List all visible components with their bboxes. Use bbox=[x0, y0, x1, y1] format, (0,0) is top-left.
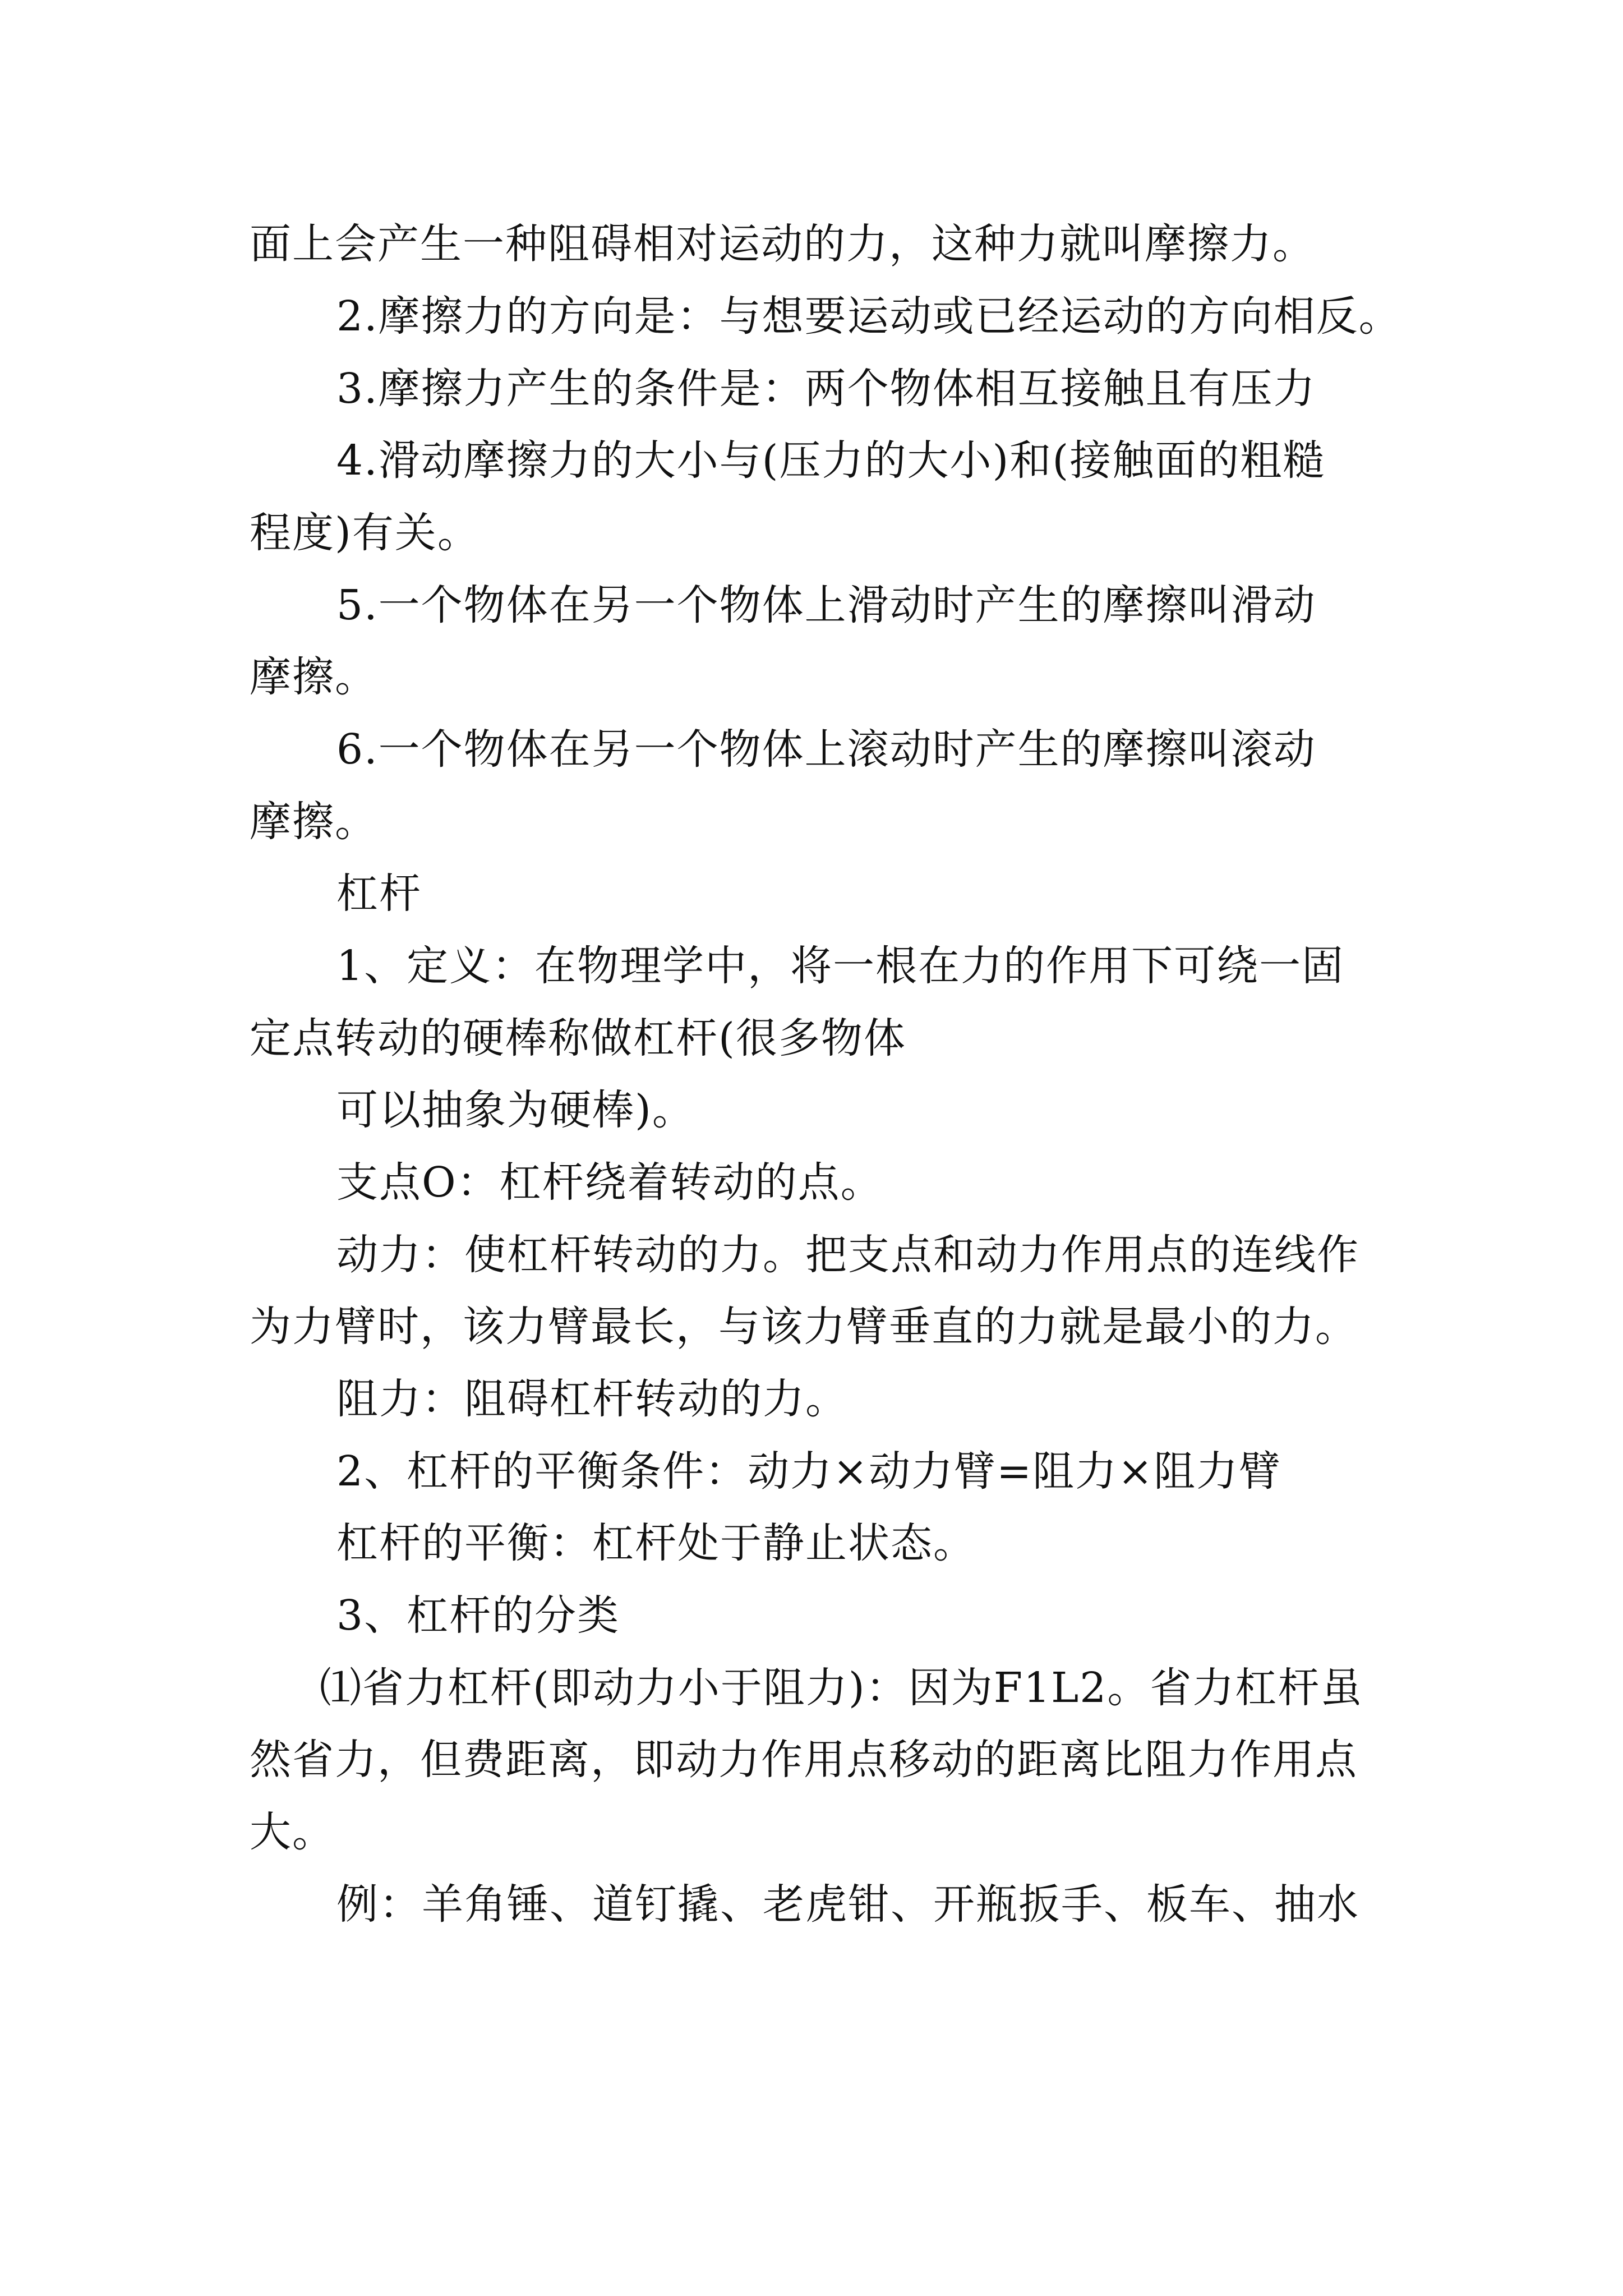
text-line: 3.摩擦力产生的条件是：两个物体相互接触且有压力 bbox=[336, 365, 1316, 413]
text-line: 2、杠杆的平衡条件：动力×动力臂=阻力×阻力臂 bbox=[336, 1447, 1282, 1496]
text-line: 面上会产生一种阻碍相对运动的力，这种力就叫摩擦力。 bbox=[250, 220, 1315, 268]
text-line: 支点O：杠杆绕着转动的点。 bbox=[336, 1158, 883, 1207]
text-line: 定点转动的硬棒称做杠杆(很多物体 bbox=[250, 1014, 906, 1062]
text-line: 1、定义：在物理学中，将一根在力的作用下可绕一固 bbox=[336, 942, 1345, 990]
text-line: 例：羊角锤、道钉撬、老虎钳、开瓶扳手、板车、抽水 bbox=[336, 1880, 1359, 1929]
text-line: 4.滑动摩擦力的大小与(压力的大小)和(接触面的粗糙 bbox=[336, 436, 1326, 485]
text-line: ⑴省力杠杆(即动力小于阻力)：因为F1L2。省力杠杆虽 bbox=[320, 1664, 1363, 1712]
text-line: 阻力：阻碍杠杆转动的力。 bbox=[336, 1375, 848, 1423]
text-line: 杠杆的平衡：杠杆处于静止状态。 bbox=[336, 1519, 976, 1567]
section-heading: 杠杆 bbox=[336, 869, 422, 918]
text-line: 大。 bbox=[250, 1808, 335, 1856]
text-line: 程度)有关。 bbox=[250, 509, 480, 557]
text-line: 3、杠杆的分类 bbox=[336, 1591, 620, 1640]
text-line: 摩擦。 bbox=[250, 653, 377, 701]
text-line: 可以抽象为硬棒)。 bbox=[336, 1086, 695, 1134]
text-line: 摩擦。 bbox=[250, 798, 377, 846]
text-line: 动力：使杠杆转动的力。把支点和动力作用点的连线作 bbox=[336, 1231, 1359, 1279]
text-line: 然省力，但费距离，即动力作用点移动的距离比阻力作用点 bbox=[250, 1736, 1358, 1784]
text-line: 6.一个物体在另一个物体上滚动时产生的摩擦叫滚动 bbox=[336, 725, 1316, 774]
text-line: 5.一个物体在另一个物体上滑动时产生的摩擦叫滑动 bbox=[336, 581, 1316, 629]
text-line: 为力臂时，该力臂最长，与该力臂垂直的力就是最小的力。 bbox=[250, 1303, 1358, 1351]
text-line: 2.摩擦力的方向是：与想要运动或已经运动的方向相反。 bbox=[336, 292, 1401, 341]
